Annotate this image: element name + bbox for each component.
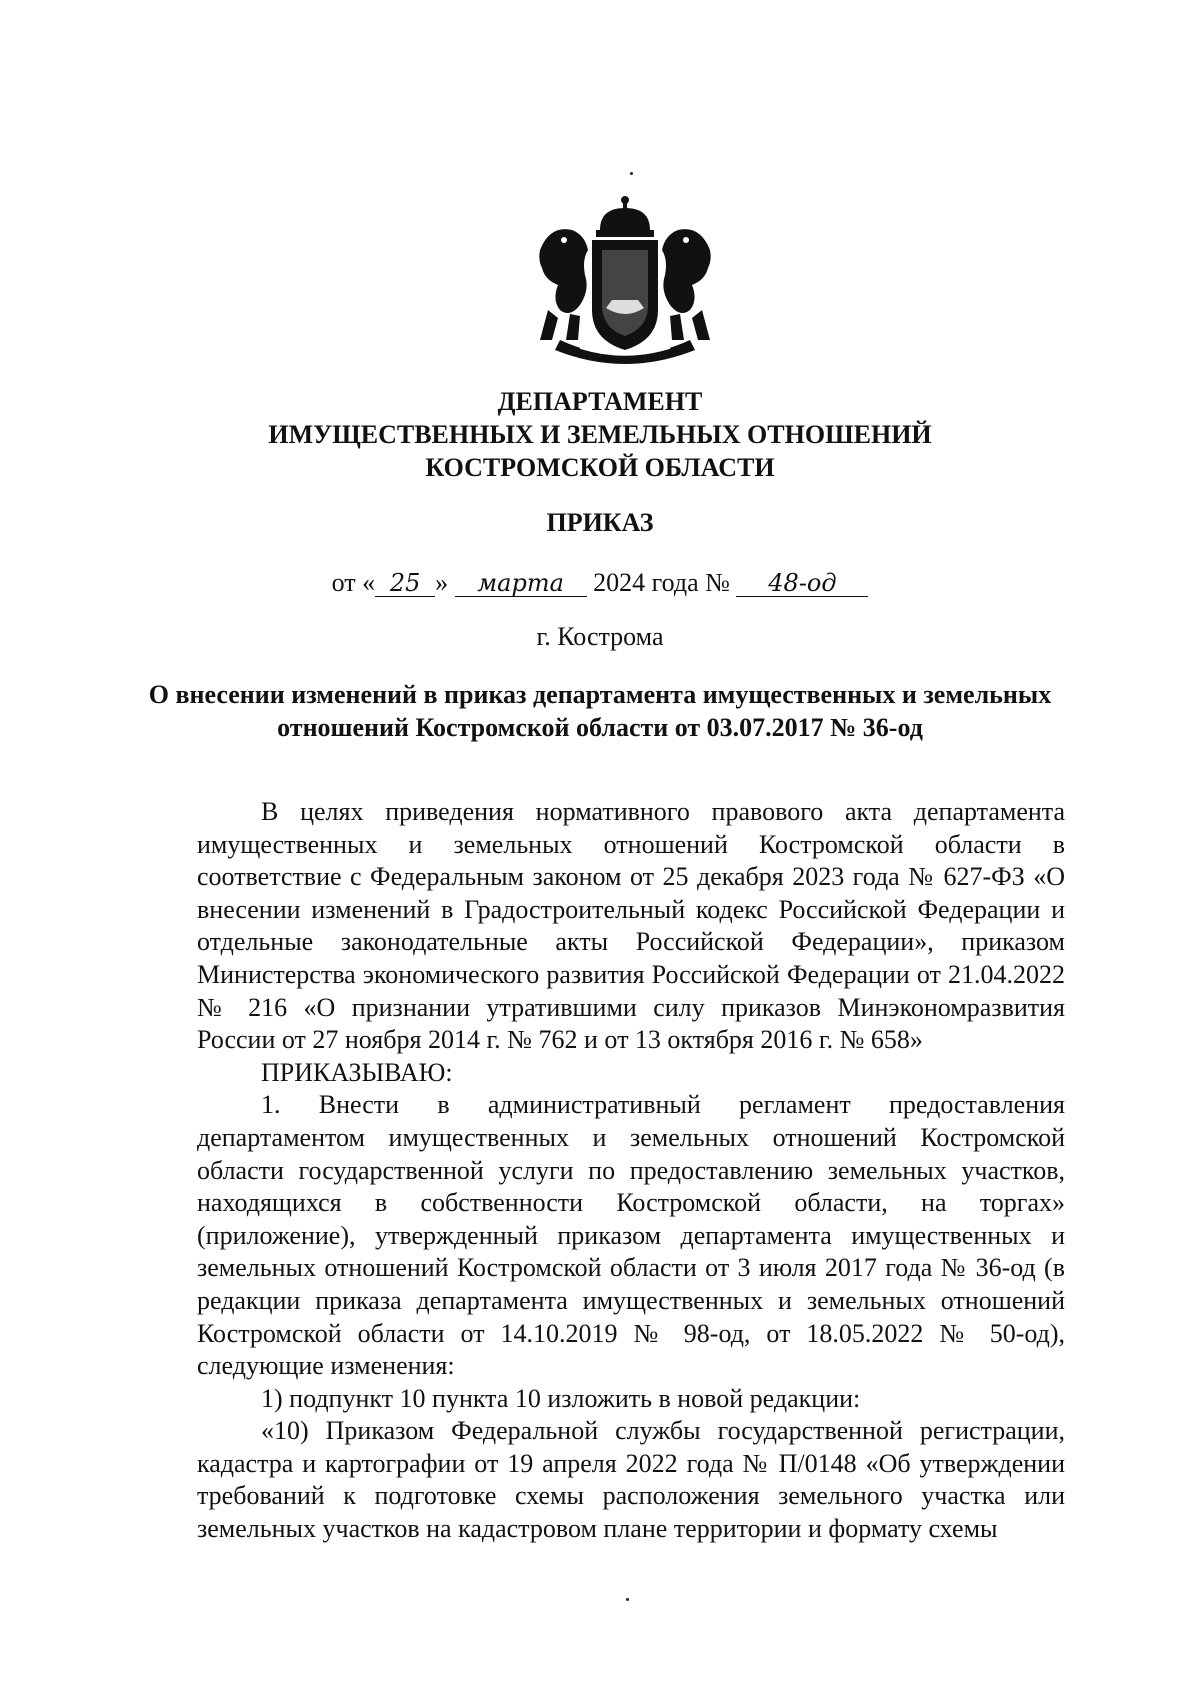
scan-speck [630, 172, 633, 175]
date-year-text: 2024 года № [593, 568, 730, 597]
coat-of-arms-icon [530, 190, 720, 370]
department-line-3: КОСТРОМСКОЙ ОБЛАСТИ [425, 453, 775, 482]
department-name [0, 385, 1200, 484]
document-type-title: ПРИКАЗ [546, 508, 654, 537]
paragraph-order-word: ПРИКАЗЫВАЮ: [261, 1057, 453, 1087]
paragraph-preamble: В целях приведения нормативного правового акта департамента имущественных и земельных отношений Костромской области в соответствие с Федеральным законом от 25 декабря 2023 года № 627-ФЗ «О внесении изменений в Градостроительный кодекс Российской Федерации и отдельные законодательные акты Российской Федерации», приказом Министерства экономического развития Российской Федерации от 21.04.2022 № 216 «О признании утратившими силу приказов Минэкономразвития России от 27 ноября 2014 г. № 762 и от 13 октября 2016 г. № 658» [197, 797, 1065, 1055]
handwritten-order-number: 48-од [736, 570, 868, 597]
order-subject: О внесении изменений в приказ департамента имущественных и земельных отношений Костромской области от 03.07.2017 № 36-од [148, 680, 1052, 742]
paragraph-quoted-item-10: «10) Приказом Федеральной службы государственной регистрации, кадастра и картографии от 19 апреля 2022 года № П/0148 «Об утверждении требований к подготовке схемы расположения земельного участка или земельных участков на кадастровом плане территории и формату схемы [197, 1416, 1065, 1544]
department-line-1: ДЕПАРТАМЕНТ [497, 387, 703, 416]
department-line-2: ИМУЩЕСТВЕННЫХ И ЗЕМЕЛЬНЫХ ОТНОШЕНИЙ [268, 420, 932, 449]
scan-speck [626, 1598, 629, 1601]
city-name: г. Кострома [536, 622, 664, 651]
handwritten-month: марта [455, 570, 587, 597]
paragraph-subitem-1: 1) подпункт 10 пункта 10 изложить в новой редакции: [261, 1383, 861, 1413]
date-quote-close: » [435, 568, 449, 597]
order-date-line [0, 568, 1200, 598]
coat-of-arms-emblem [530, 190, 720, 370]
paragraph-item-1: 1. Внести в административный регламент предоставления департаментом имущественных и земельных отношений Костромской области государственной услуги по предоставлению земельных участков, находящихся в собственности Костромской области, на торгах» (приложение), утвержденный приказом департамента имущественных и земельных отношений Костромской области от 3 июля 2017 года № 36-од (в редакции приказа департамента имущественных и земельных отношений Костромской области от 14.10.2019 № 98-од, от 18.05.2022 № 50-од), следующие изменения: [197, 1090, 1065, 1381]
document-body [197, 796, 1065, 1546]
handwritten-day: 25 [375, 570, 435, 597]
date-prefix: от « [331, 568, 376, 597]
